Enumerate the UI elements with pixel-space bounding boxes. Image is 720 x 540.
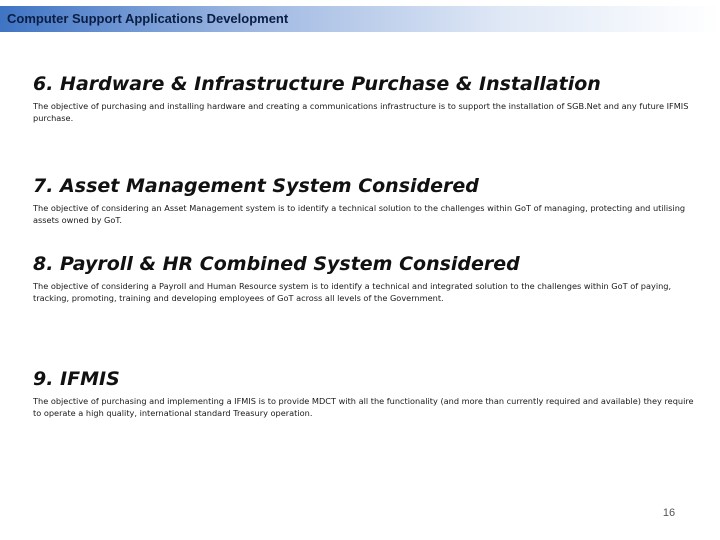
section-text: The objective of considering a Payroll and Human Resource system is to identify a technical and integrated solution to the challenges within GoT of paying, tracking, promoting, training and developing employees of GoT across all levels of the Government. — [33, 281, 672, 303]
section-text: The objective of purchasing and implementing a IFMIS is to provide MDCT with all the functionality (and more than currently required and available) they require to operate a high quality, international standard Treasury operation. — [33, 396, 694, 418]
section-payroll-hr — [33, 252, 703, 304]
section-text: The objective of considering an Asset Management system is to identify a technical solution to the challenges within GoT of managing, protecting and utilising assets owned by GoT. — [33, 203, 686, 225]
section-text: The objective of purchasing and installing hardware and creating a communications infrastructure is to support the installation of SGB.Net and any future IFMIS purchase. — [33, 101, 689, 123]
section-ifmis — [33, 367, 703, 419]
section-heading: 9. IFMIS — [33, 368, 120, 390]
section-asset-management — [33, 174, 703, 226]
header-bar — [0, 6, 720, 32]
section-hardware-infrastructure — [33, 72, 703, 124]
section-heading: 7. Asset Management System Considered — [33, 175, 479, 197]
page-number: 16 — [662, 507, 676, 519]
header-title: Computer Support Applications Development — [7, 11, 289, 26]
section-heading: 8. Payroll & HR Combined System Considered — [33, 253, 520, 275]
section-heading: 6. Hardware & Infrastructure Purchase & Installation — [33, 73, 601, 95]
